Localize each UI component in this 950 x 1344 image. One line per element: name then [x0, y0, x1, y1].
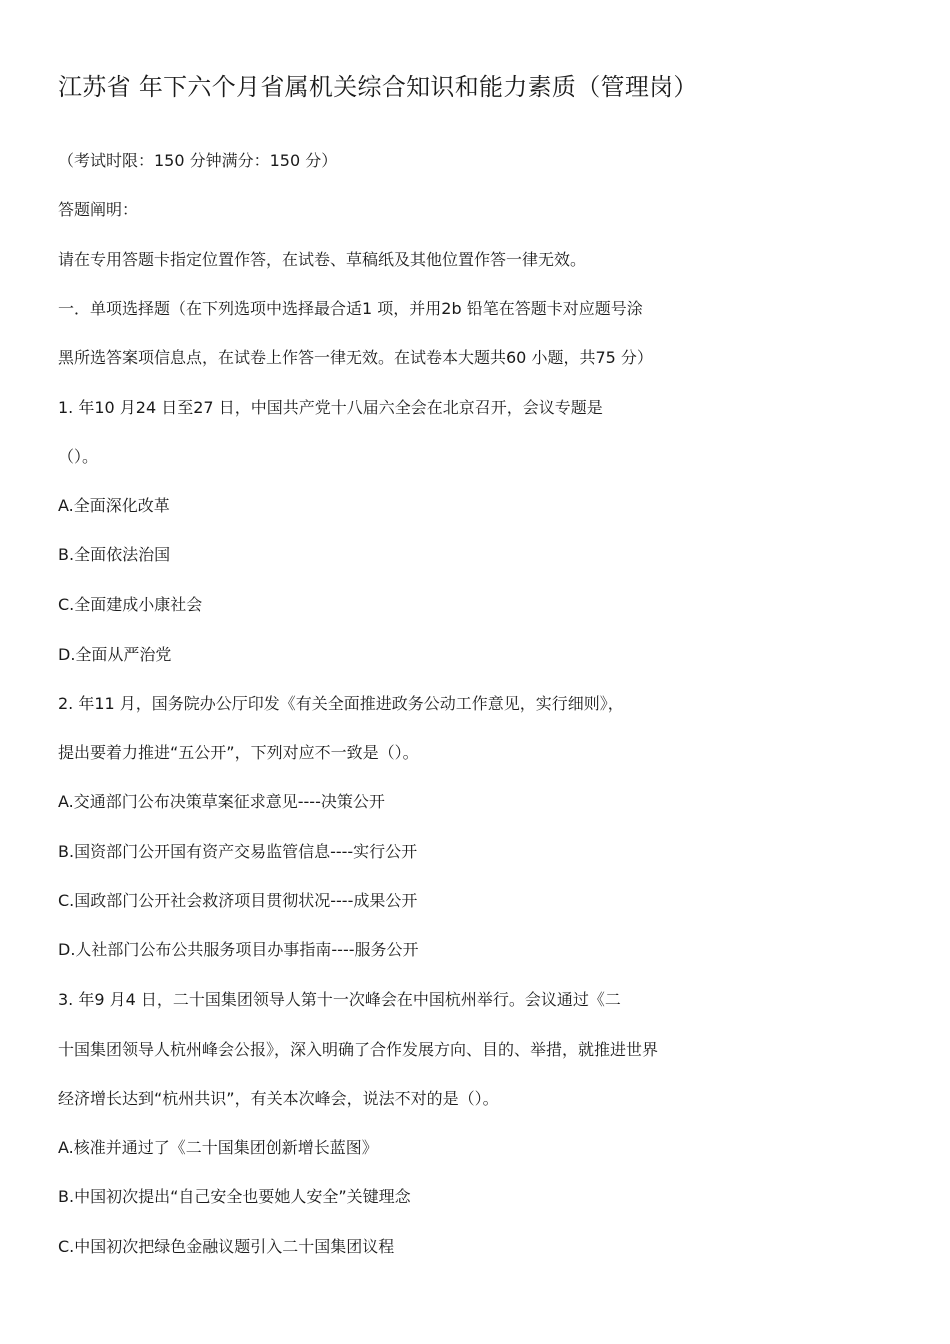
section-header-line-2: 黑所选答案项信息点，在试卷上作答一律无效。在试卷本大题共60 小题，共75 分）	[58, 348, 653, 367]
question-2-option-b: B.国资部门公开国有资产交易监管信息----实行公开	[58, 842, 418, 861]
question-3-option-c: C.中国初次把绿色金融议题引入二十国集团议程	[58, 1237, 395, 1256]
question-1-stem-line-1: 1. 年10 月24 日至27 日，中国共产党十八届六全会在北京召开，会议专题是	[58, 398, 603, 417]
section-header-line-1: 一．单项选择题（在下列选项中选择最合适1 项，并用2b 铅笔在答题卡对应题号涂	[58, 299, 643, 318]
question-2-stem-line-2: 提出要着力推进“五公开”，下列对应不一致是（）。	[58, 743, 419, 762]
document-title: 江苏省 年下六个月省属机关综合知识和能力素质（管理岗）	[58, 73, 698, 101]
question-3-stem-line-1: 3. 年9 月4 日，二十国集团领导人第十一次峰会在中国杭州举行。会议通过《二	[58, 990, 621, 1009]
question-2-option-c: C.国政部门公开社会救济项目贯彻状况----成果公开	[58, 891, 418, 910]
question-1-stem-line-2: （）。	[58, 447, 99, 466]
question-2-stem-line-1: 2. 年11 月，国务院办公厅印发《有关全面推进政务公动工作意见，实行细则》，	[58, 694, 624, 713]
question-3-stem-line-3: 经济增长达到“杭州共识”，有关本次峰会，说法不对的是（）。	[58, 1089, 499, 1108]
question-1-option-a: A.全面深化改革	[58, 496, 170, 515]
question-3-option-b: B.中国初次提出“自己安全也要她人安全”关键理念	[58, 1187, 411, 1206]
question-2-option-d: D.人社部门公布公共服务项目办事指南----服务公开	[58, 940, 419, 959]
question-2-option-a: A.交通部门公布决策草案征求意见----决策公开	[58, 792, 385, 811]
question-1-option-d: D.全面从严治党	[58, 645, 172, 664]
question-3-option-a: A.核准并通过了《二十国集团创新增长蓝图》	[58, 1138, 378, 1157]
question-3-stem-line-2: 十国集团领导人杭州峰会公报》，深入明确了合作发展方向、目的、举措，就推进世界	[58, 1040, 659, 1059]
question-1-option-b: B.全面依法治国	[58, 545, 171, 564]
question-1-option-c: C.全面建成小康社会	[58, 595, 203, 614]
exam-info: （考试时限：150 分钟满分：150 分）	[58, 151, 338, 170]
instructions-text: 请在专用答题卡指定位置作答，在试卷、草稿纸及其他位置作答一律无效。	[58, 250, 587, 269]
instructions-heading: 答题阐明：	[58, 200, 139, 219]
